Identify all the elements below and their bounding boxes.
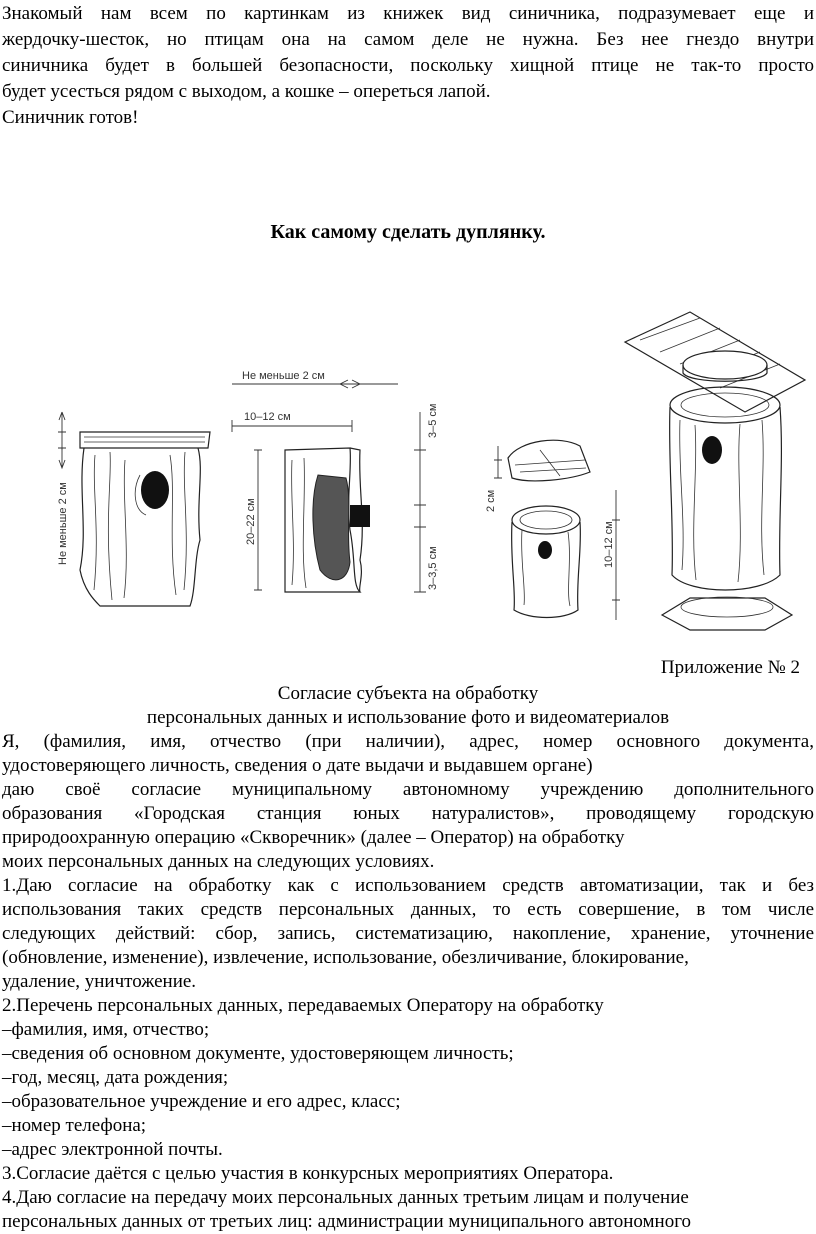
intro-line-2: жердочку-шесток, но птицам она на самом деле не нужна. Без нее гнездо внутри [2,29,814,50]
list-item-1: –фамилия, имя, отчество; [2,1019,210,1040]
label-10-12cm: 10–12 см [244,411,291,423]
intro-line-1: Знакомый нам всем по картинкам из книжек вид синичника, подразумевает еще и [2,3,814,24]
body-line-21: персональных данных от третьих лиц: администрации муниципального автономного [2,1211,692,1232]
body-line-8: использования таких средств персональных данных, то есть совершение, в том числе [2,899,814,920]
appendix-title-line-1: Согласие субъекта на обработку [277,683,539,704]
body-line-5: природоохранную операцию «Скворечник» (далее – Оператор) на обработку [2,827,625,848]
body-line-3: даю своё согласие муниципальному автономному учреждению дополнительного [2,779,814,800]
body-line-12: 2.Перечень персональных данных, передаваемых Оператору на обработку [2,995,604,1016]
label-2cm: 2 см [485,489,497,512]
list-item-4: –образовательное учреждение и его адрес, класс; [2,1091,401,1112]
label-min-2cm-top: Не меньше 2 см [242,370,325,382]
body-line-1: Я, (фамилия, имя, отчество (при наличии), адрес, номер основного документа, [2,731,814,752]
label-min-2cm-vertical: Не меньше 2 см [57,482,69,565]
body-line-20: 4.Даю согласие на передачу моих персональных данных третьим лицам и получение [2,1187,689,1208]
body-line-9: следующих действий: сбор, запись, систематизацию, накопление, хранение, уточнение [2,923,814,944]
section-heading: Как самому сделать дуплянку. [270,221,546,243]
nestbox-figure-3 [485,440,620,620]
label-3-3-5cm: 3–3,5 см [427,546,439,590]
list-item-6: –адрес электронной почты. [2,1139,223,1160]
label-20-22cm: 20–22 см [245,498,257,545]
appendix-number: Приложение № 2 [660,657,800,678]
body-line-11: удаление, уничтожение. [2,971,197,992]
intro-line-4: будет усесться рядом с выходом, а кошке – опереться лапой. [2,81,491,102]
appendix-title-line-2: персональных данных и использование фото и видеоматериалов [146,707,670,728]
body-line-19: 3.Согласие даётся с целью участия в конкурсных мероприятиях Оператора. [2,1163,614,1184]
nestbox-figure-1 [57,412,210,606]
list-item-2: –сведения об основном документе, удостоверяющем личность; [2,1043,514,1064]
intro-line-3: синичника будет в большей безопасности, поскольку хищной птице не так-то просто [2,55,814,76]
nest-box-illustration [0,300,816,645]
body-line-2: удостоверяющего личность, сведения о дате выдачи и выдавшем органе) [2,755,593,776]
list-item-5: –номер телефона; [2,1115,147,1136]
nestbox-figure-4 [625,312,805,630]
body-line-10: (обновление, изменение), извлечение, использование, обезличивание, блокирование, [2,947,689,968]
label-3-5cm: 3–5 см [427,403,439,438]
nestbox-figure-2 [232,370,439,592]
body-line-4: образования «Городская станция юных натуралистов», проводящему городскую [2,803,814,824]
intro-line-5: Синичник готов! [2,107,139,128]
list-item-3: –год, месяц, дата рождения; [2,1067,229,1088]
label-10-12cm-right: 10–12 см [603,521,615,568]
body-line-6: моих персональных данных на следующих условиях. [2,851,435,872]
body-line-7: 1.Даю согласие на обработку как с использованием средств автоматизации, так и без [2,875,814,896]
